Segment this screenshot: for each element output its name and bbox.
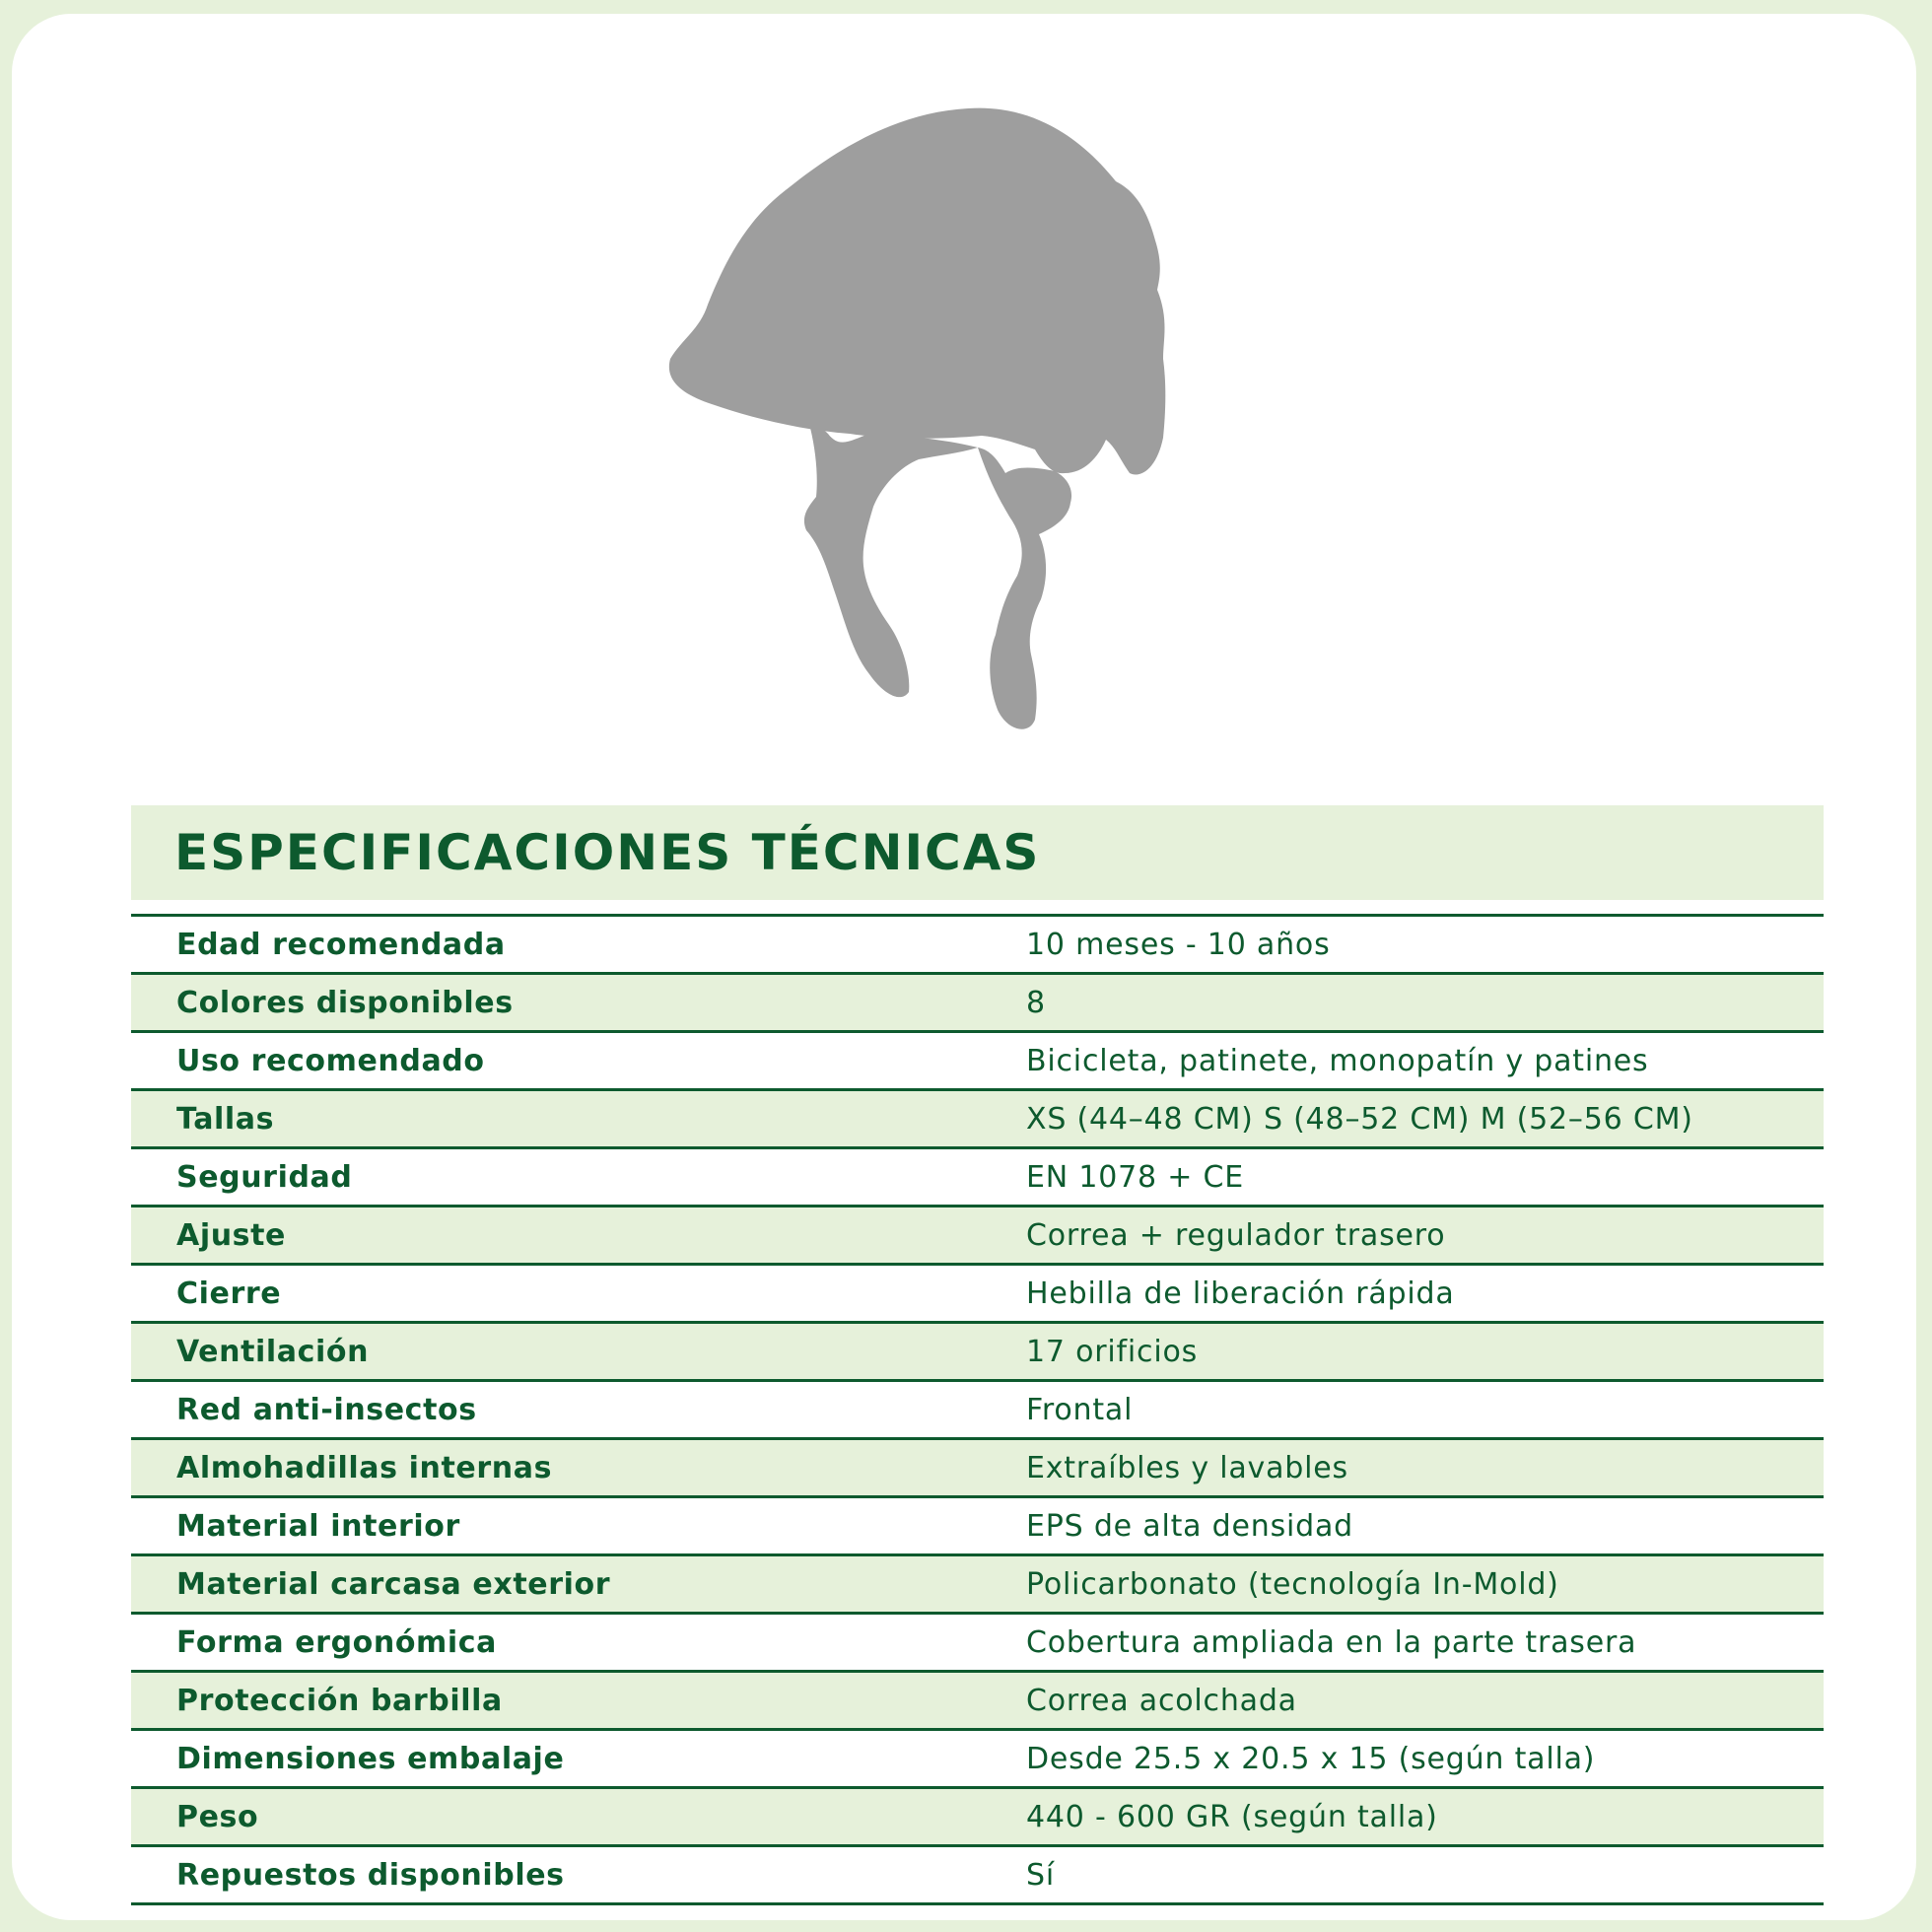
table-row [131, 1731, 1824, 1789]
spec-value: EN 1078 + CE [1026, 1159, 1244, 1195]
spec-label: Ajuste [176, 1217, 287, 1253]
table-row [131, 1673, 1824, 1731]
spec-label: Red anti-insectos [176, 1392, 477, 1427]
spec-label: Colores disponibles [176, 985, 514, 1020]
spec-label: Ventilación [176, 1334, 370, 1369]
spec-value: Correa + regulador trasero [1026, 1217, 1446, 1253]
spec-value: Cobertura ampliada en la parte trasera [1026, 1624, 1637, 1660]
spec-value: Correa acolchada [1026, 1683, 1297, 1718]
spec-label: Almohadillas internas [176, 1450, 553, 1485]
spec-value: Sí [1026, 1857, 1055, 1893]
spec-label: Dimensiones embalaje [176, 1741, 565, 1776]
spec-label: Forma ergonómica [176, 1624, 497, 1660]
spec-label: Tallas [176, 1101, 275, 1137]
specs-title: ESPECIFICACIONES TÉCNICAS [174, 824, 1041, 881]
spec-table [131, 914, 1824, 1905]
spec-label: Uso recomendado [176, 1043, 485, 1078]
spec-card [12, 14, 1916, 1920]
spec-value: 10 meses - 10 años [1026, 927, 1331, 962]
spec-label: Protección barbilla [176, 1683, 503, 1718]
spec-value: 8 [1026, 985, 1046, 1020]
table-row [131, 975, 1824, 1033]
spec-value: Policarbonato (tecnología In-Mold) [1026, 1566, 1559, 1602]
table-row [131, 1208, 1824, 1266]
table-row [131, 1498, 1824, 1556]
table-row [131, 1789, 1824, 1847]
technical-specifications [131, 805, 1824, 1905]
table-row [131, 1556, 1824, 1615]
spec-value: 17 orificios [1026, 1334, 1199, 1369]
specs-title-bar [131, 805, 1824, 900]
spec-value: Hebilla de liberación rápida [1026, 1276, 1455, 1311]
spec-value: Extraíbles y lavables [1026, 1450, 1348, 1485]
spec-value: Frontal [1026, 1392, 1134, 1427]
spec-label: Peso [176, 1799, 259, 1834]
spec-label: Repuestos disponibles [176, 1857, 565, 1893]
table-row [131, 1149, 1824, 1208]
table-row [131, 1382, 1824, 1440]
table-row [131, 1440, 1824, 1498]
spec-label: Material carcasa exterior [176, 1566, 611, 1602]
spec-value: Bicicleta, patinete, monopatín y patines [1026, 1043, 1649, 1078]
table-row [131, 917, 1824, 975]
spec-label: Seguridad [176, 1159, 353, 1195]
table-row [131, 1847, 1824, 1905]
spec-value: 440 - 600 GR (según talla) [1026, 1799, 1438, 1834]
spec-value: Desde 25.5 x 20.5 x 15 (según talla) [1026, 1741, 1596, 1776]
table-row [131, 1033, 1824, 1091]
table-row [131, 1324, 1824, 1382]
table-row [131, 1615, 1824, 1673]
table-row [131, 1266, 1824, 1324]
spec-label: Cierre [176, 1276, 282, 1311]
helmet-silhouette-icon [643, 93, 1274, 743]
spec-label: Material interior [176, 1508, 460, 1544]
table-row [131, 1091, 1824, 1149]
spec-value: EPS de alta densidad [1026, 1508, 1354, 1544]
spec-value: XS (44–48 CM) S (48–52 CM) M (52–56 CM) [1026, 1101, 1693, 1137]
spec-label: Edad recomendada [176, 927, 506, 962]
